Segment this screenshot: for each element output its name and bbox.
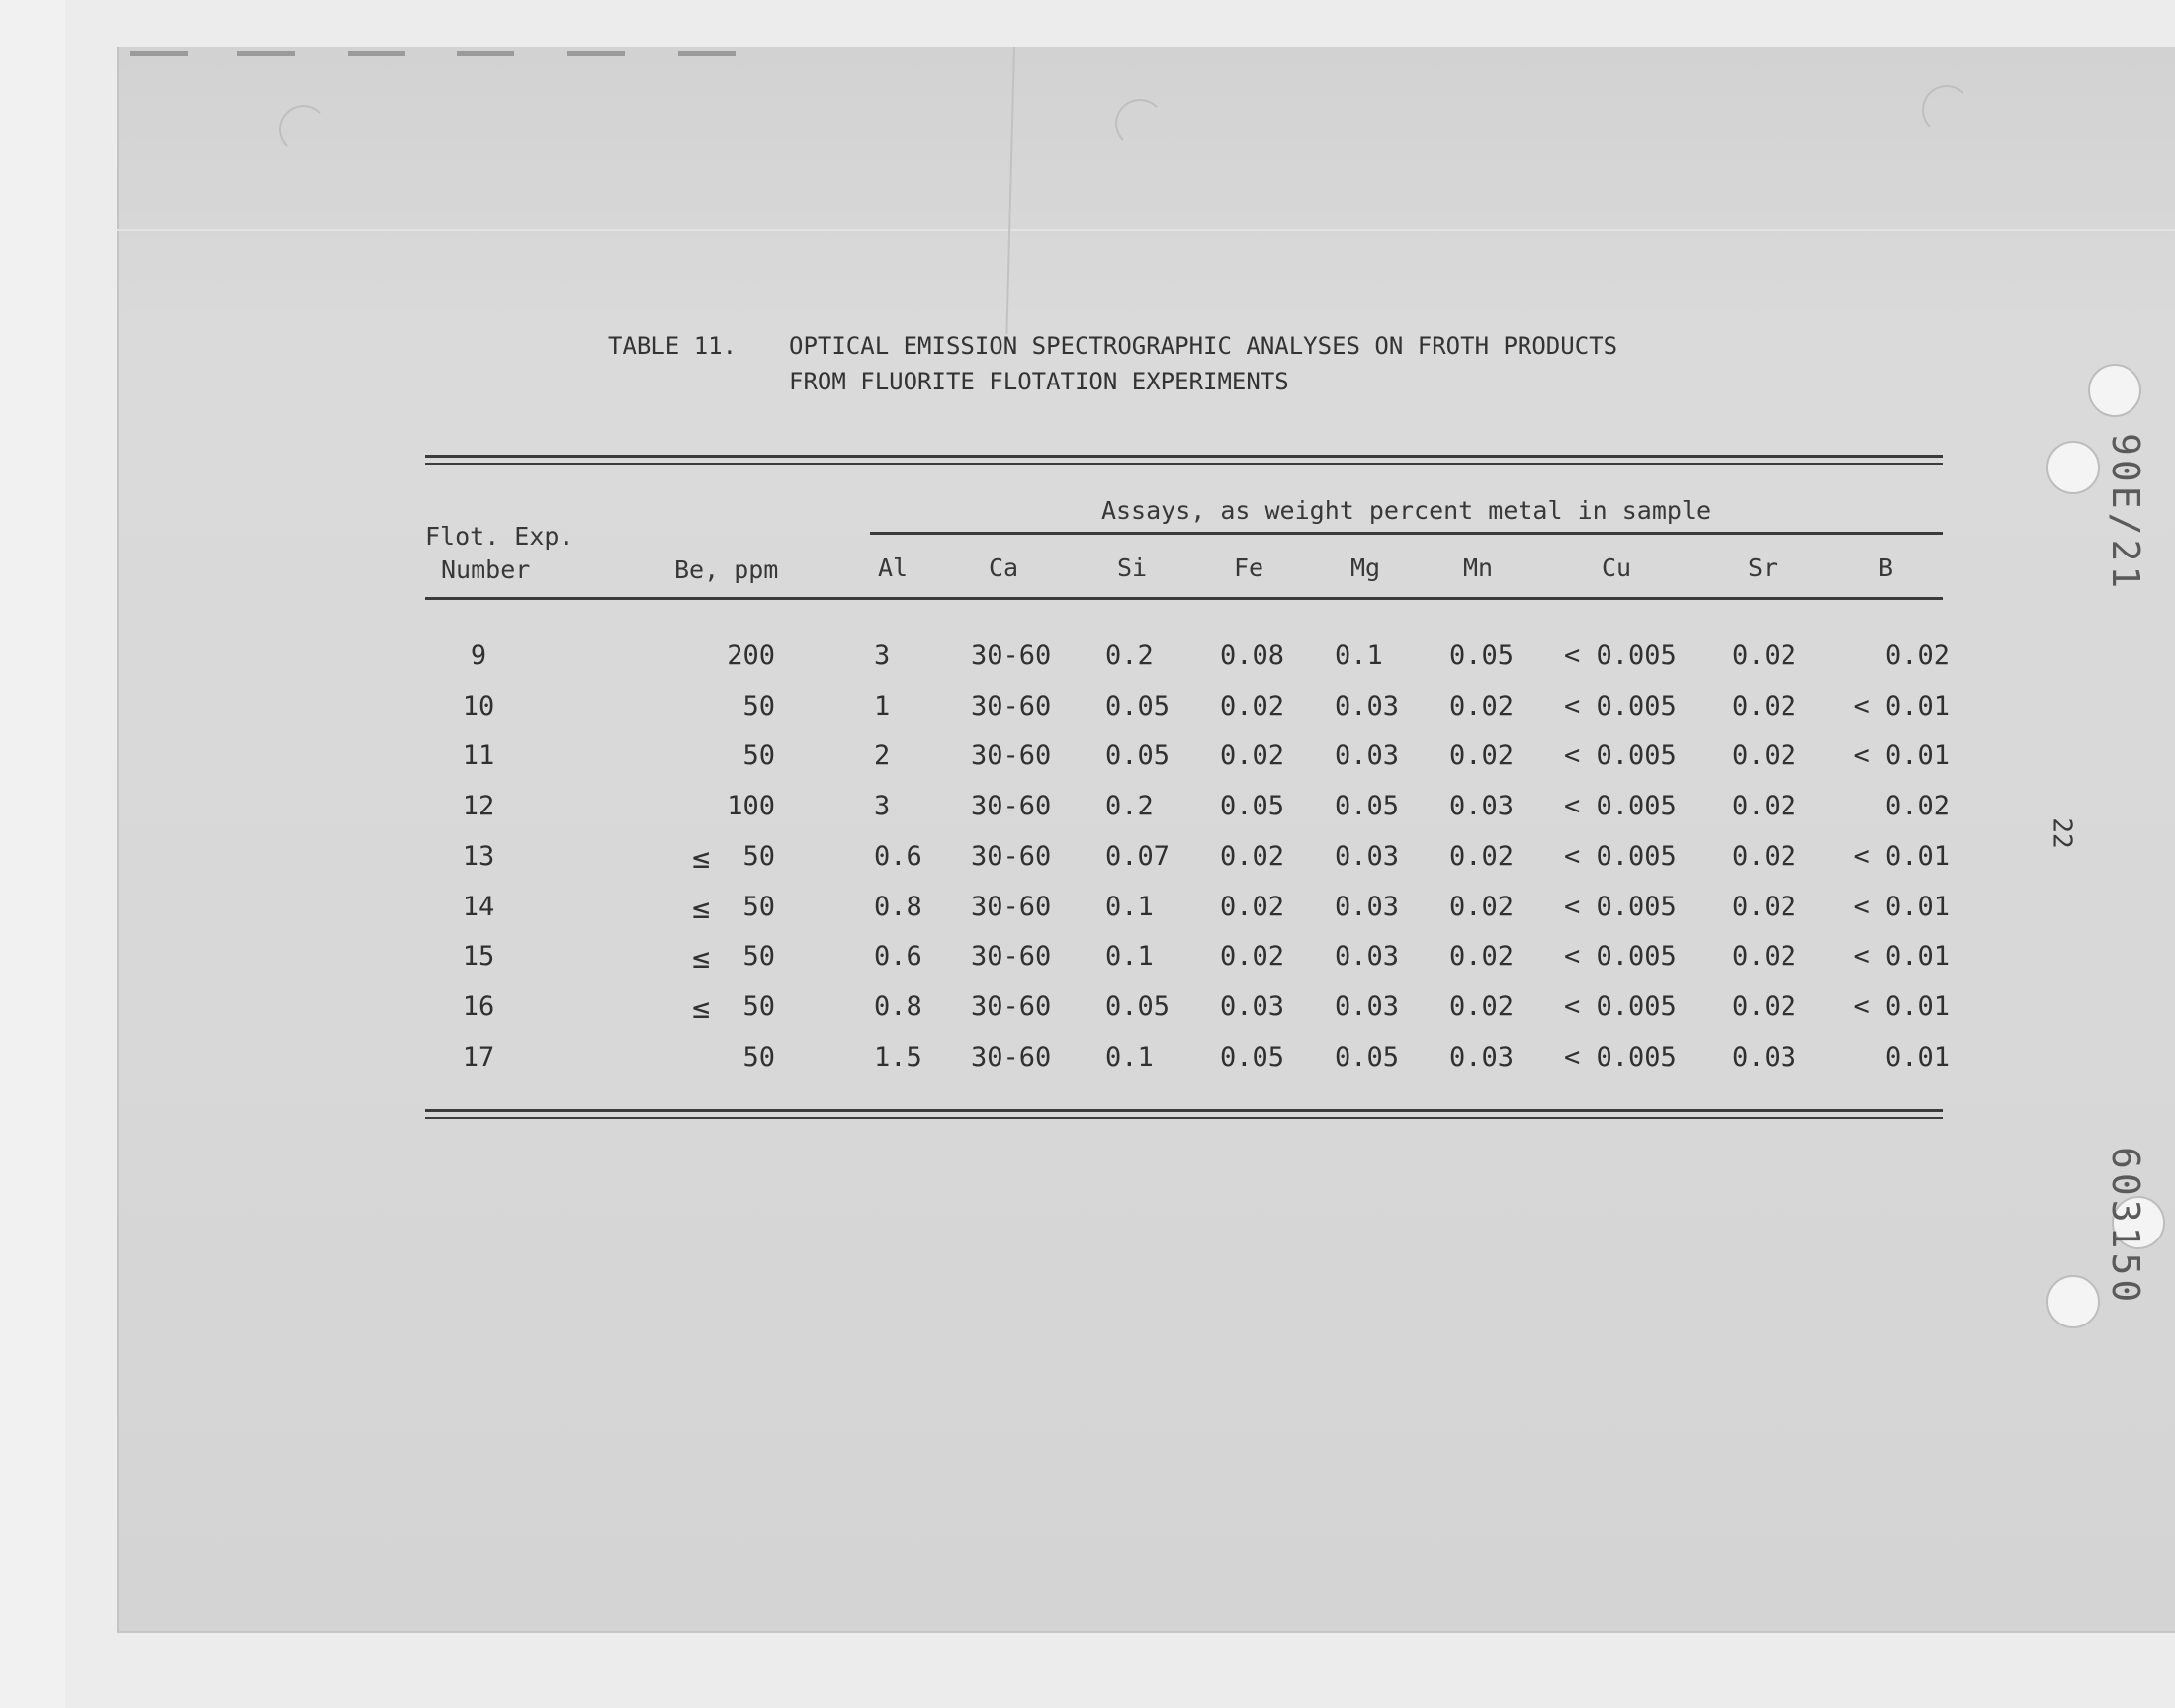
cell-mn: 0.02	[1449, 990, 1515, 1022]
cell-al: 0.6	[874, 941, 922, 973]
cell-fe: 0.05	[1220, 1041, 1285, 1072]
cell-sr: 0.02	[1732, 990, 1797, 1022]
archive-code-bottom: 603150	[2104, 1147, 2147, 1307]
top-edge-mark	[567, 51, 625, 56]
cell-mg: 0.05	[1335, 791, 1400, 822]
cell-b: < 0.01	[1853, 740, 1950, 772]
cell-b: 0.02	[1884, 791, 1950, 822]
cell-mg: 0.1	[1335, 640, 1383, 671]
cell-sr: 0.02	[1732, 891, 1797, 922]
cell-cu: < 0.005	[1564, 740, 1677, 772]
top-edge-mark	[457, 51, 514, 56]
cell-al: 3	[874, 640, 891, 671]
cell-al: 0.8	[874, 990, 922, 1022]
cell-le: ≤	[691, 941, 711, 977]
cell-cu: < 0.005	[1564, 640, 1677, 671]
cell-b: < 0.01	[1853, 840, 1950, 872]
punch-hole	[2088, 364, 2141, 417]
col-header-mn: Mn	[1463, 554, 1494, 582]
col-header-sr: Sr	[1748, 554, 1779, 582]
cell-fe: 0.02	[1220, 941, 1285, 973]
cell-num: 9	[470, 640, 487, 671]
cell-be: 50	[742, 891, 775, 922]
archive-code-top: 90E/21	[2104, 433, 2147, 593]
cell-be: 50	[742, 941, 775, 973]
cell-cu: < 0.005	[1564, 990, 1677, 1022]
cell-ca: 30-60	[971, 891, 1052, 922]
cell-mg: 0.03	[1335, 840, 1400, 872]
bottom-double-rule	[425, 1109, 1943, 1112]
cell-be: 50	[742, 1041, 775, 1072]
cell-fe: 0.02	[1220, 690, 1285, 722]
cell-al: 1	[874, 690, 891, 722]
cell-sr: 0.02	[1732, 840, 1797, 872]
cell-sr: 0.02	[1732, 941, 1797, 973]
cell-cu: < 0.005	[1564, 1041, 1677, 1072]
col-header-b: B	[1878, 554, 1894, 582]
punch-hole	[2046, 441, 2100, 494]
cell-si: 0.2	[1105, 791, 1154, 822]
cell-ca: 30-60	[971, 740, 1052, 772]
page-number: 22	[2046, 817, 2077, 849]
cell-be: 50	[742, 990, 775, 1022]
assay-spanner-header: Assays, as weight percent metal in sample	[1100, 496, 1712, 525]
cell-mg: 0.05	[1335, 1041, 1400, 1072]
cell-fe: 0.02	[1220, 740, 1285, 772]
cell-num: 15	[462, 941, 495, 973]
cell-mn: 0.03	[1449, 1041, 1515, 1072]
cell-sr: 0.03	[1732, 1041, 1797, 1072]
cell-al: 1.5	[874, 1041, 922, 1072]
cell-ca: 30-60	[971, 791, 1052, 822]
cell-num: 11	[462, 740, 495, 772]
cell-num: 16	[462, 990, 495, 1022]
cell-mg: 0.03	[1335, 941, 1400, 973]
title-line-2: FROM FLUORITE FLOTATION EXPERIMENTS	[789, 368, 1289, 395]
col-header-ca: Ca	[989, 554, 1019, 582]
cell-num: 14	[462, 891, 495, 922]
col-header-si: Si	[1117, 554, 1148, 582]
cell-mg: 0.03	[1335, 990, 1400, 1022]
cell-ca: 30-60	[971, 941, 1052, 973]
cell-mn: 0.02	[1449, 941, 1515, 973]
cell-si: 0.05	[1105, 740, 1171, 772]
cell-ca: 30-60	[971, 990, 1052, 1022]
cell-mg: 0.03	[1335, 740, 1400, 772]
cell-fe: 0.02	[1220, 840, 1285, 872]
cell-mg: 0.03	[1335, 891, 1400, 922]
cell-le: ≤	[691, 840, 711, 876]
cell-mn: 0.02	[1449, 690, 1515, 722]
cell-cu: < 0.005	[1564, 840, 1677, 872]
cell-ca: 30-60	[971, 690, 1052, 722]
cell-sr: 0.02	[1732, 640, 1797, 671]
cell-cu: < 0.005	[1564, 690, 1677, 722]
cell-le: ≤	[691, 990, 711, 1026]
cell-cu: < 0.005	[1564, 891, 1677, 922]
col-header-cu: Cu	[1602, 554, 1632, 582]
top-edge-mark	[130, 51, 188, 56]
col-header-flot-line2: Number	[441, 555, 531, 584]
cell-mg: 0.03	[1335, 690, 1400, 722]
top-edge-mark	[348, 51, 405, 56]
header-rule	[425, 597, 1943, 600]
cell-al: 0.8	[874, 891, 922, 922]
cell-b: < 0.01	[1853, 690, 1950, 722]
cell-si: 0.1	[1105, 1041, 1154, 1072]
cell-fe: 0.02	[1220, 891, 1285, 922]
bottom-double-rule	[425, 1117, 1943, 1119]
top-edge-mark	[678, 51, 736, 56]
cell-be: 50	[742, 740, 775, 772]
cell-ca: 30-60	[971, 1041, 1052, 1072]
cell-ca: 30-60	[971, 640, 1052, 671]
cell-sr: 0.02	[1732, 740, 1797, 772]
cell-b: < 0.01	[1853, 990, 1950, 1022]
spanner-rule	[870, 532, 1943, 535]
punch-hole	[2046, 1275, 2100, 1328]
cell-be: 50	[742, 840, 775, 872]
cell-si: 0.05	[1105, 990, 1171, 1022]
cell-mn: 0.02	[1449, 891, 1515, 922]
cell-le: ≤	[691, 891, 711, 926]
cell-num: 17	[462, 1041, 495, 1072]
cell-mn: 0.02	[1449, 740, 1515, 772]
cell-b: < 0.01	[1853, 891, 1950, 922]
col-header-fe: Fe	[1234, 554, 1264, 582]
top-double-rule	[425, 463, 1943, 465]
cell-al: 0.6	[874, 840, 922, 872]
col-header-be: Be, ppm	[674, 555, 779, 584]
title-line-1: OPTICAL EMISSION SPECTROGRAPHIC ANALYSES ON FROTH PRODUCTS	[789, 332, 1618, 360]
cell-cu: < 0.005	[1564, 941, 1677, 973]
col-header-flot-line1: Flot. Exp.	[425, 522, 574, 551]
col-header-mg: Mg	[1350, 554, 1381, 582]
cell-sr: 0.02	[1732, 791, 1797, 822]
top-double-rule	[425, 455, 1943, 458]
cell-cu: < 0.005	[1564, 791, 1677, 822]
hole-shadow	[1115, 99, 1165, 148]
cell-si: 0.2	[1105, 640, 1154, 671]
cell-num: 13	[462, 840, 495, 872]
cell-sr: 0.02	[1732, 690, 1797, 722]
cell-si: 0.07	[1105, 840, 1171, 872]
cell-fe: 0.05	[1220, 791, 1285, 822]
top-edge-mark	[237, 51, 295, 56]
cell-si: 0.1	[1105, 941, 1154, 973]
cell-num: 10	[462, 690, 495, 722]
cell-fe: 0.08	[1220, 640, 1285, 671]
hole-shadow	[279, 105, 328, 154]
cell-si: 0.05	[1105, 690, 1171, 722]
cell-mn: 0.05	[1449, 640, 1515, 671]
hole-shadow	[1922, 85, 1971, 134]
fold-line	[117, 229, 2175, 231]
cell-be: 100	[727, 791, 775, 822]
cell-b: 0.02	[1884, 640, 1950, 671]
cell-b: 0.01	[1884, 1041, 1950, 1072]
cell-al: 2	[874, 740, 891, 772]
cell-be: 50	[742, 690, 775, 722]
cell-mn: 0.03	[1449, 791, 1515, 822]
cell-si: 0.1	[1105, 891, 1154, 922]
cell-mn: 0.02	[1449, 840, 1515, 872]
cell-ca: 30-60	[971, 840, 1052, 872]
cell-num: 12	[462, 791, 495, 822]
cell-b: < 0.01	[1853, 941, 1950, 973]
col-header-al: Al	[878, 554, 909, 582]
cell-al: 3	[874, 791, 891, 822]
cell-fe: 0.03	[1220, 990, 1285, 1022]
table-title	[608, 328, 1617, 399]
cell-be: 200	[727, 640, 775, 671]
table-label: TABLE 11.	[608, 332, 738, 360]
